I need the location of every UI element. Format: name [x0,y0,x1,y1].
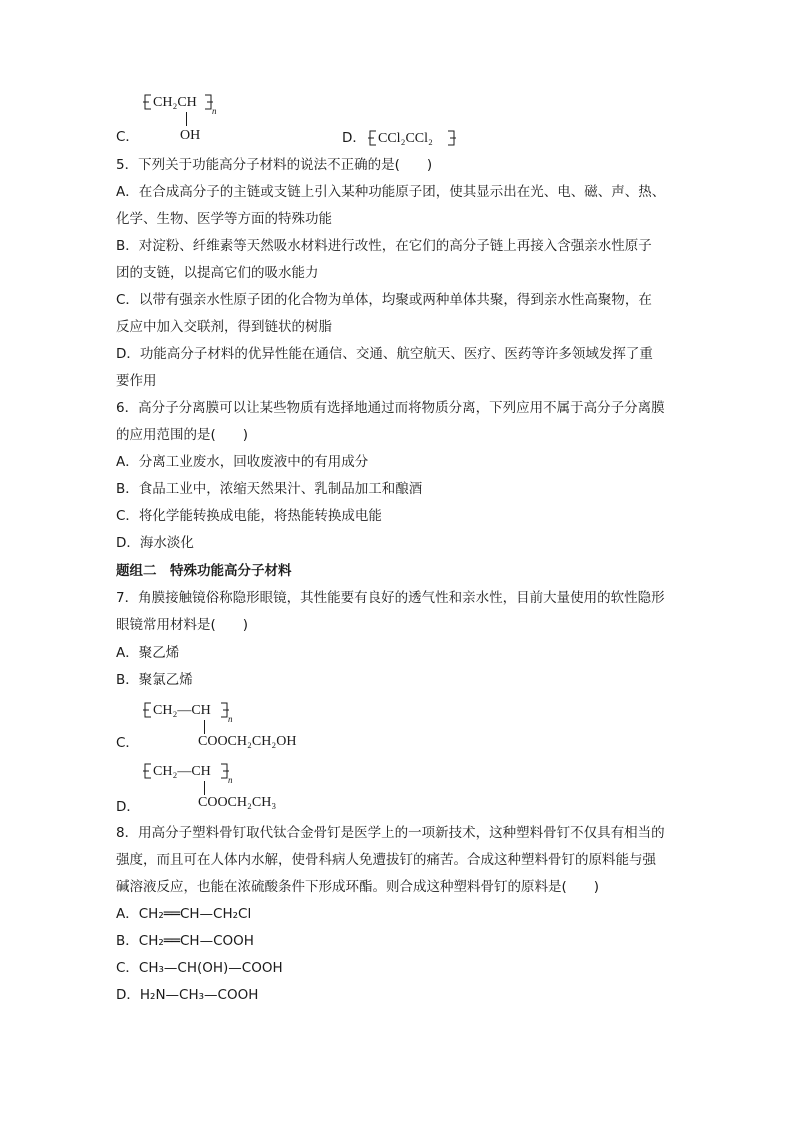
q8-option-a: A．CH₂══CH—CH₂Cl [116,906,252,922]
q6-option-a: A．分离工业废水，回收废液中的有用成分 [116,454,369,470]
q7-option-b: B．聚氯乙烯 [116,672,193,688]
q7-d-n-subscript: n [228,775,233,785]
q7-c-substituent: COOCH₂CH₂OH [198,734,297,749]
q7-d-substituent: COOCH₂CH₃ [198,795,277,810]
q7-c-bond [204,720,205,734]
q7-c-main-chain: CH₂—CH [153,703,211,718]
q5-option-a-line1: A．在合成高分子的主链或支链上引入某种功能原子团，使其显示出在光、电、磁、声、热、 [116,184,666,200]
q4-c-bracket-left [143,94,153,110]
q4-d-bracket-left [368,130,378,146]
q7-c-n-subscript: n [228,714,233,724]
q8-stem-line2: 强度，而且可在人体内水解，使骨科病人免遭拔钉的痛苦。合成这种塑料骨钉的原料能与强 [116,852,656,868]
q4-c-bond [186,112,187,126]
q5-stem: 5．下列关于功能高分子材料的说法不正确的是( ) [116,157,433,173]
q7-c-bracket-left [143,702,153,718]
section-heading: 题组二 特殊功能高分子材料 [116,563,292,579]
q7-stem-line2: 眼镜常用材料是( ) [116,617,249,633]
q4-c-main-chain: CH₂CH [153,95,197,110]
q5-option-a-line2: 化学、生物、医学等方面的特殊功能 [116,211,332,227]
q7-c-label: C． [116,735,139,751]
q4-c-substituent: OH [180,128,201,143]
q6-option-d: D．海水淡化 [116,535,194,551]
q5-option-b-line2: 团的支链，以提高它们的吸水能力 [116,265,319,281]
q6-stem-line1: 6．高分子分离膜可以让某些物质有选择地通过而将物质分离，下列应用不属于高分子分离膜 [116,400,665,416]
q4-c-n-subscript: n [212,106,217,116]
q7-d-label: D． [116,799,140,815]
q7-stem-line1: 7．角膜接触镜俗称隐形眼镜，其性能要有良好的透气性和亲水性，目前大量使用的软性隐形 [116,590,665,606]
q4-c-label: C． [116,129,139,145]
q5-option-c-line2: 反应中加入交联剂，得到链状的树脂 [116,319,332,335]
q4-d-bracket-right [446,130,456,146]
q8-option-c: C．CH₃—CH(OH)—COOH [116,960,283,976]
q4-d-label: D． [342,130,366,146]
q6-stem-line2: 的应用范围的是( ) [116,427,249,443]
q7-option-a: A．聚乙烯 [116,645,180,661]
q8-option-b: B．CH₂══CH—COOH [116,933,254,949]
q5-option-c-line1: C．以带有强亲水性原子团的化合物为单体，均聚或两种单体共聚，得到亲水性高聚物，在 [116,292,652,308]
q8-stem-line1: 8．用高分子塑料骨钉取代钛合金骨钉是医学上的一项新技术，这种塑料骨钉不仅具有相当的 [116,825,665,841]
q8-option-d: D．H₂N—CH₃—COOH [116,987,259,1003]
q7-d-main-chain: CH₂—CH [153,764,211,779]
q8-stem-line3: 碱溶液反应，也能在浓硫酸条件下形成环酯。则合成这种塑料骨钉的原料是( ) [116,879,600,895]
q6-option-b: B．食品工业中，浓缩天然果汁、乳制品加工和酿酒 [116,481,423,497]
q7-d-bond [204,781,205,795]
q4-d-formula: CCl₂CCl₂ [378,131,433,146]
q5-option-b-line1: B．对淀粉、纤维素等天然吸水材料进行改性，在它们的高分子链上再接入含强亲水性原子 [116,238,652,254]
q5-option-d-line2: 要作用 [116,373,157,389]
q7-d-bracket-left [143,763,153,779]
q6-option-c: C．将化学能转换成电能，将热能转换成电能 [116,508,382,524]
q5-option-d-line1: D．功能高分子材料的优异性能在通信、交通、航空航天、医疗、医药等许多领域发挥了重 [116,346,653,362]
